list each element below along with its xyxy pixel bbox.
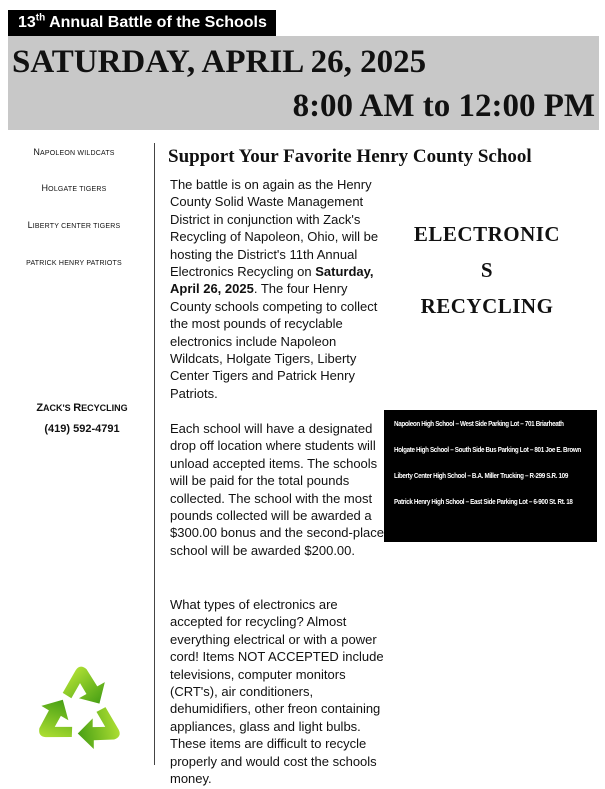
- location-holgate: Holgate High School – South Side Bus Parking Lot – 801 Joe E. Brown: [394, 445, 581, 454]
- school-rest: APOLEON WILDCATS: [40, 150, 115, 157]
- date-header: [8, 36, 599, 130]
- school-initial: N: [33, 147, 41, 157]
- event-time: 8:00 AM to 12:00 PM: [292, 88, 595, 124]
- sponsor-initial: Z: [36, 402, 44, 414]
- school-rest: PATRICK HENRY PATRIOTS: [26, 260, 122, 267]
- school-patrick-henry: [0, 257, 148, 267]
- page-title: Support Your Favorite Henry County School: [168, 146, 532, 167]
- intro-paragraph: [170, 176, 384, 402]
- intro-text-b: . The four Henry County schools competing to collect the most pounds of recyclable electronics include Napoleon Wildcats, Holgate Tigers, Liberty Center Tigers and Patrick Henry Patriots.: [170, 281, 378, 401]
- electronics-recycling-title: [398, 216, 576, 324]
- school-liberty-center: [0, 220, 148, 230]
- sponsor-initial-2: R: [73, 402, 82, 414]
- banner-ordinal: th: [35, 12, 46, 24]
- intro-text-a: The battle is on again as the Henry County Solid Waste Management District in conjunction with Zack's Recycling of Napoleon, Ohio, will be hosting the District's 11th Annual Electronics Recycling on: [170, 177, 379, 280]
- recycle-icon: [26, 654, 134, 762]
- sponsor-name: [8, 402, 156, 414]
- intro-date-bold: Saturday, April 26, 2025: [170, 264, 374, 297]
- sponsor-phone: (419) 592-4791: [44, 423, 120, 435]
- school-initial: H: [41, 183, 49, 193]
- accepted-items-paragraph: What types of electronics are accepted for recycling? Almost everything electrical or with a power cord! Items NOT ACCEPTED include televisions, computer monitors (CRT's), air conditioners, dehumidifiers, other freon containing appliances, glass and light bulbs. These items are difficult to recycle properly and would cost the schools money.: [170, 597, 384, 787]
- drop-off-paragraph: Each school will have a designated drop off location where students will unload accepted items. The schools will be paid for the total pounds collected. The school with the most pounds collected will be awarded a $300.00 bonus and the second-place school will be awarded $200.00.: [170, 421, 384, 558]
- banner-number: 13: [18, 14, 36, 31]
- event-banner: [8, 10, 276, 36]
- school-napoleon: [0, 147, 148, 157]
- school-initial: L: [27, 220, 33, 230]
- location-napoleon: Napoleon High School – West Side Parking Lot – 701 Briarheath: [394, 419, 564, 428]
- column-divider: [154, 143, 155, 765]
- title-line-2: S: [480, 258, 494, 282]
- location-patrick-henry: Patrick Henry High School – East Side Parking Lot – 6-900 St. Rt. 18: [394, 497, 573, 506]
- drop-off-locations: [384, 410, 597, 542]
- title-line-3: RECYCLING: [420, 294, 554, 318]
- location-liberty-center: Liberty Center High School – B.A. Miller Trucking – R-299 S.R. 109: [394, 471, 568, 480]
- school-holgate: [0, 183, 148, 193]
- sponsor-rest-2: ECYCLING: [81, 403, 128, 413]
- title-line-1: ELECTRONIC: [413, 222, 561, 246]
- banner-title: Annual Battle of the Schools: [45, 14, 267, 31]
- school-rest: OLGATE TIGERS: [48, 186, 107, 193]
- school-rest: IBERTY CENTER TIGERS: [32, 223, 121, 230]
- event-date: SATURDAY, APRIL 26, 2025: [12, 44, 427, 80]
- sponsor-rest: ACK'S: [43, 403, 74, 413]
